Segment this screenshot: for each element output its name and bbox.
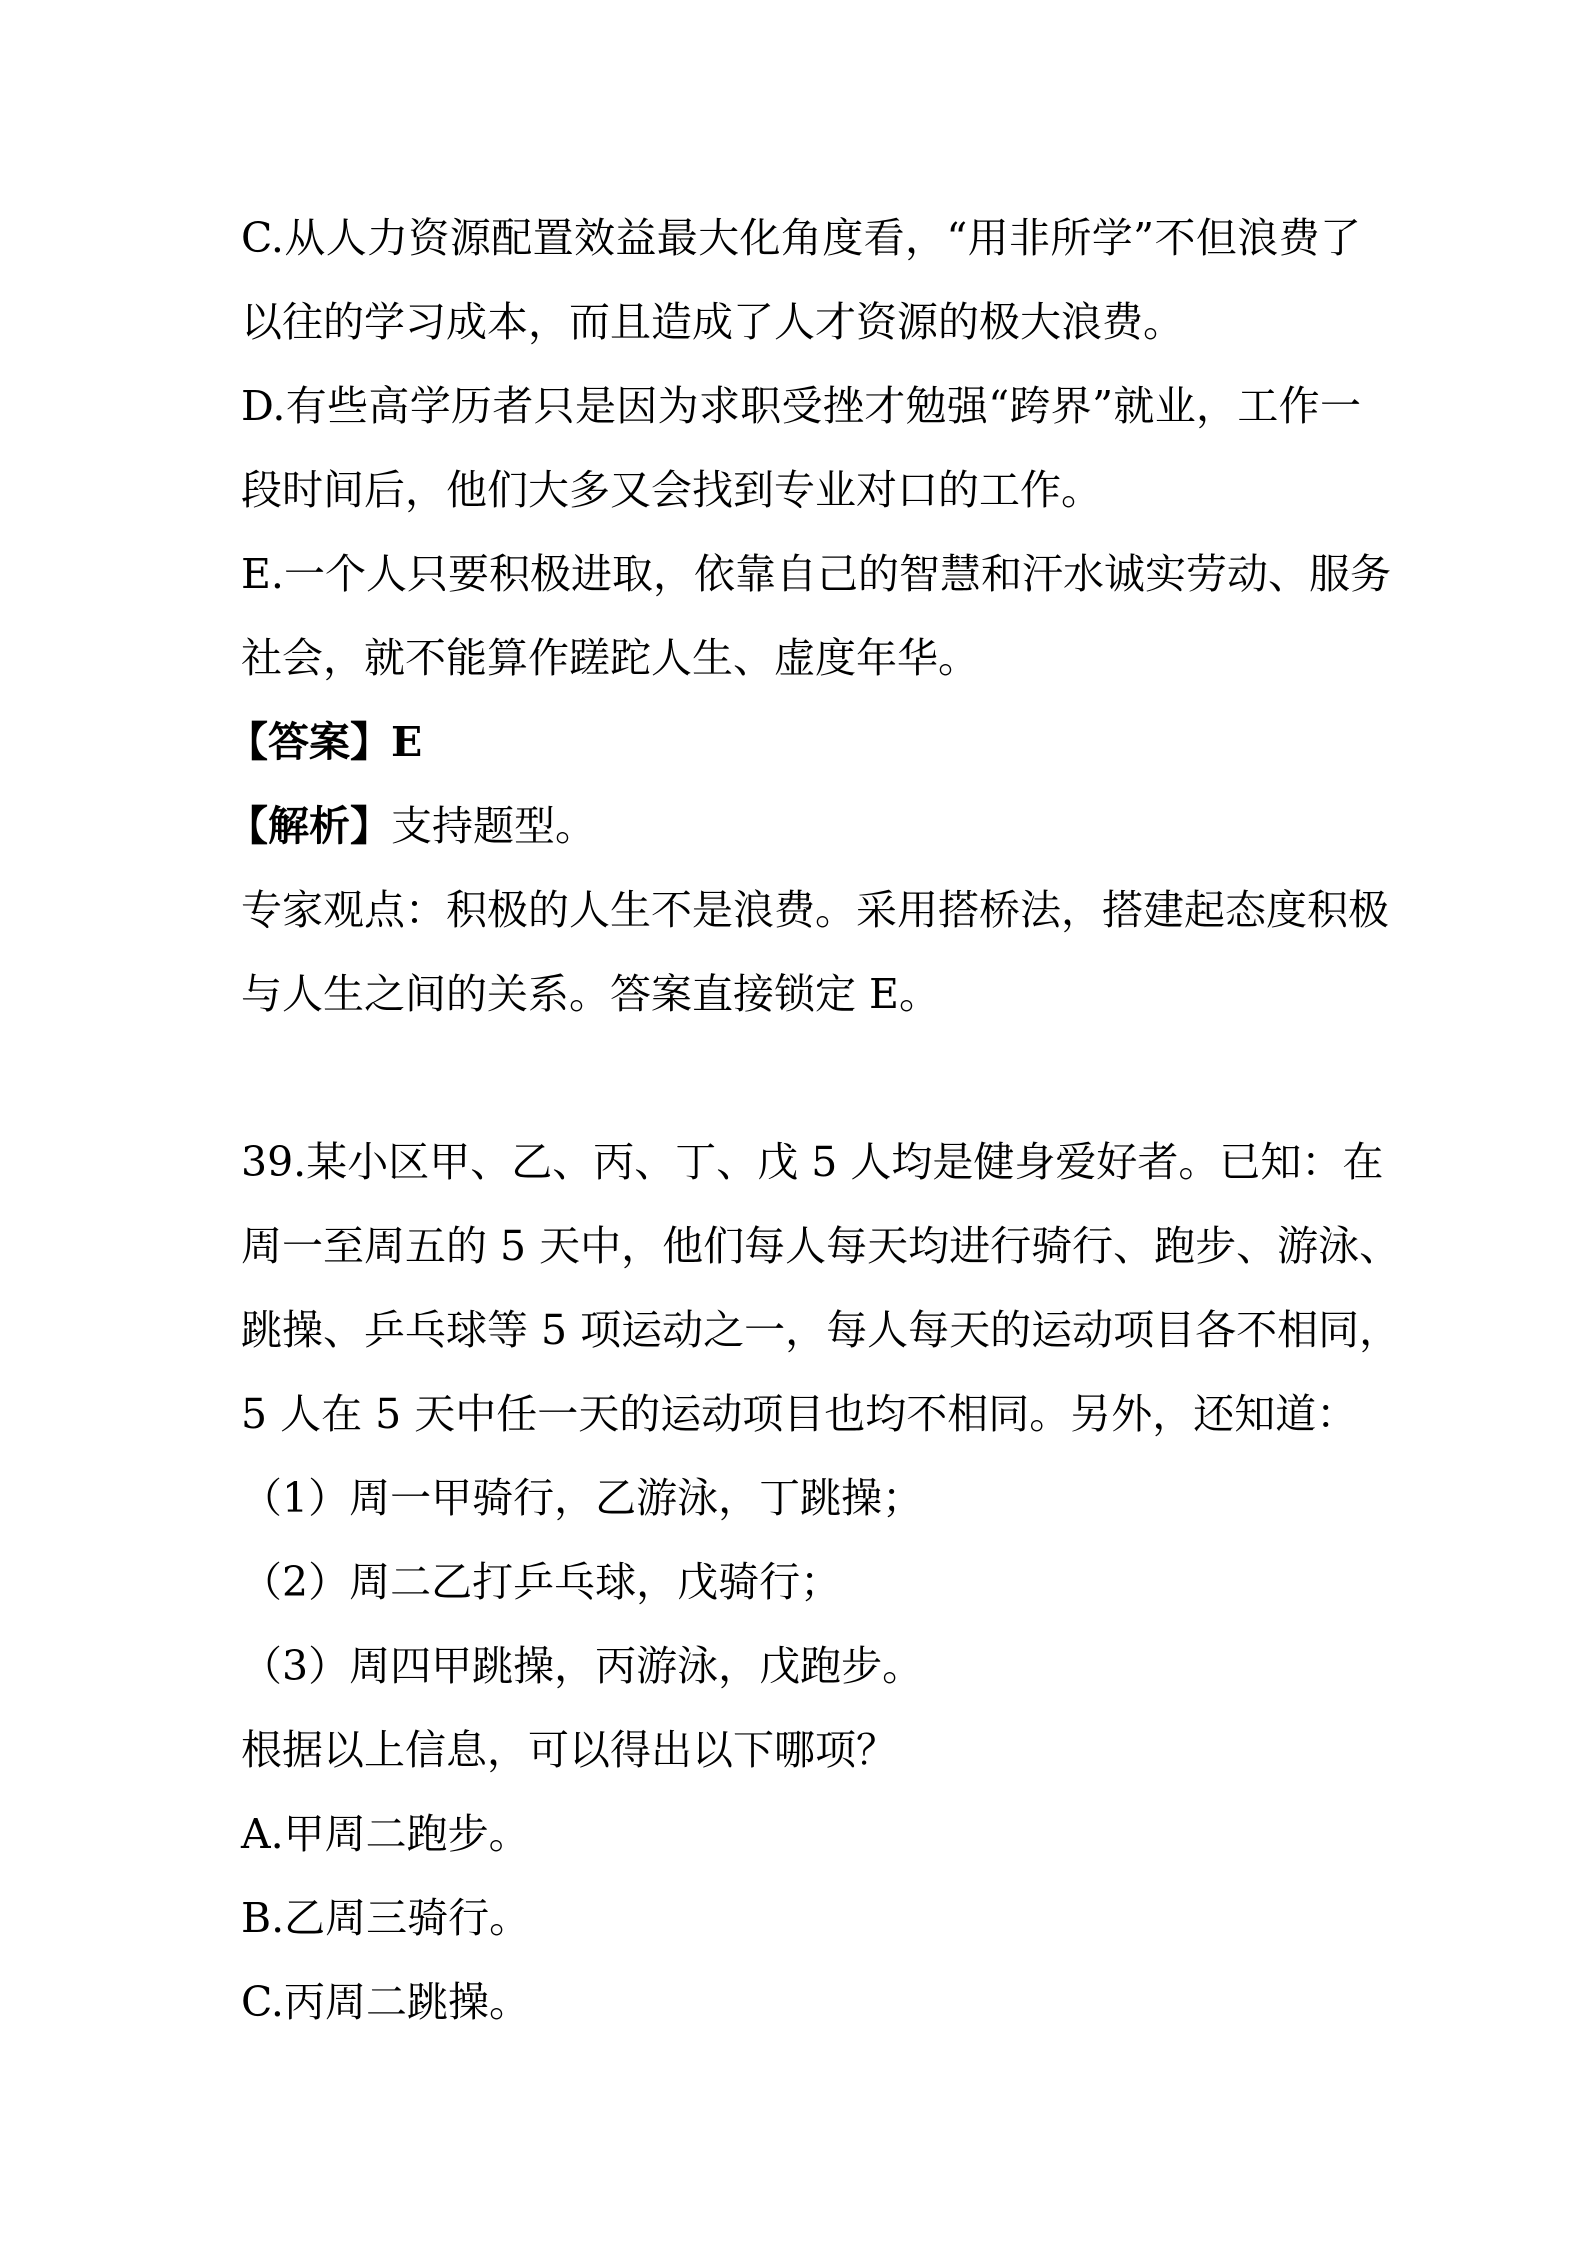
- question-39-stem-line-3: 跳操、乒乓球等 5 项运动之一，每人每天的运动项目各不相同，: [241, 1306, 1401, 1354]
- question-39-stem-line-1: 39.某小区甲、乙、丙、丁、戊 5 人均是健身爱好者。已知：在: [241, 1138, 1384, 1186]
- analysis-line-2: 与人生之间的关系。答案直接锁定 E。: [241, 970, 940, 1018]
- option-e-line-2: 社会，就不能算作蹉跎人生、虚度年华。: [241, 634, 979, 682]
- section-gap: [241, 1036, 1361, 1120]
- condition-1: （1）周一甲骑行，乙游泳，丁跳操；: [241, 1474, 924, 1522]
- analysis-line: [227, 784, 1361, 868]
- option-e-line-1: E.一个人只要积极进取，依靠自己的智慧和汗水诚实劳动、服务: [241, 550, 1391, 598]
- condition-3: （3）周四甲跳操，丙游泳，戊跑步。: [241, 1642, 924, 1690]
- analysis-line-1: 专家观点：积极的人生不是浪费。采用搭桥法，搭建起态度积极: [241, 886, 1389, 934]
- question-39-stem-line-4: 5 人在 5 天中任一天的运动项目也均不相同。另外，还知道：: [241, 1390, 1358, 1438]
- document-page: [227, 196, 1401, 2044]
- condition-2: （2）周二乙打乒乓球，戊骑行；: [241, 1558, 842, 1606]
- question-prompt: 根据以上信息，可以得出以下哪项？: [241, 1726, 897, 1774]
- answer-line: 【答案】E: [227, 718, 423, 766]
- option-d-line-1: D.有些高学历者只是因为求职受挫才勉强“跨界”就业，工作一: [241, 382, 1361, 430]
- option-b: B.乙周三骑行。: [241, 1894, 531, 1942]
- analysis-text: 支持题型。: [391, 802, 596, 850]
- option-c-line-2: 以往的学习成本，而且造成了人才资源的极大浪费。: [241, 298, 1184, 346]
- option-c-line-1: C.从人力资源配置效益最大化角度看，“用非所学”不但浪费了: [241, 214, 1361, 262]
- option-d-line-2: 段时间后，他们大多又会找到专业对口的工作。: [241, 466, 1102, 514]
- option-c: C.丙周二跳操。: [241, 1978, 530, 2026]
- analysis-heading: 【解析】: [227, 802, 391, 850]
- question-39-stem-line-2: 周一至周五的 5 天中，他们每人每天均进行骑行、跑步、游泳、: [241, 1222, 1401, 1270]
- option-a: A.甲周二跑步。: [241, 1810, 530, 1858]
